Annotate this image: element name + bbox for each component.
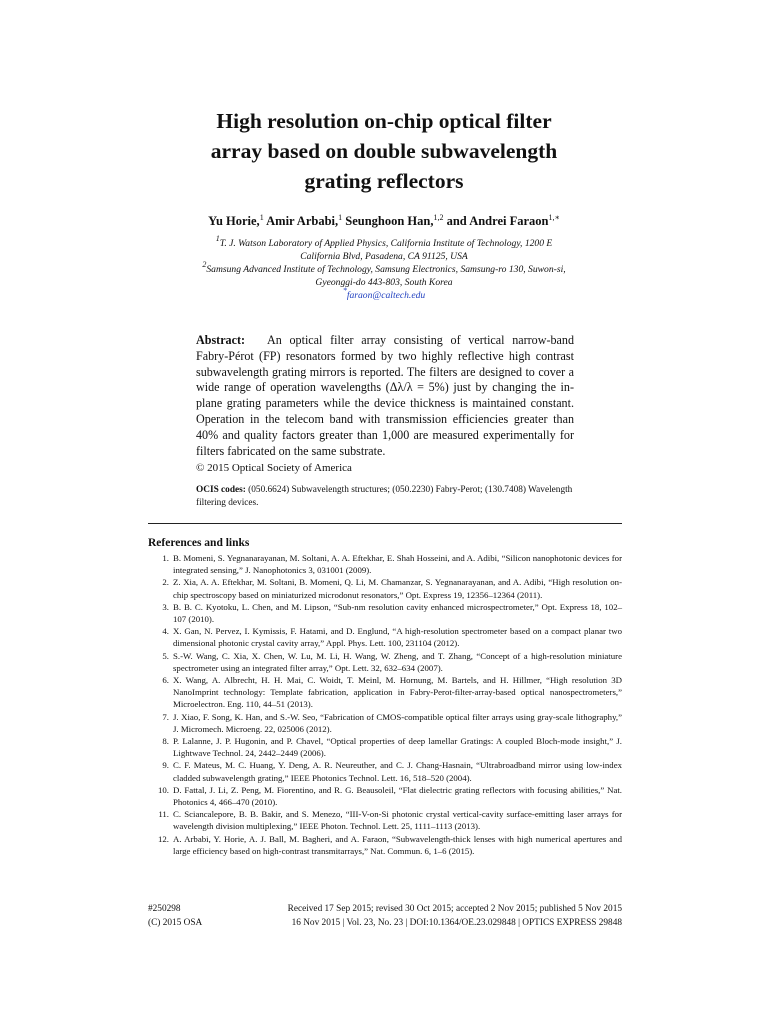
reference-number: 11. [158, 809, 169, 820]
paper-title [150, 106, 618, 196]
affiliation-line: Gyeonggi-do 443-803, South Korea [315, 277, 453, 288]
author-name: Seunghoon Han, [342, 214, 434, 228]
author-name: Amir Arbabi, [263, 214, 339, 228]
publication-dates: Received 17 Sep 2015; revised 30 Oct 2015; accepted 2 Nov 2015; published 5 Nov 2015 [287, 904, 622, 914]
affiliation-line: T. J. Watson Laboratory of Applied Physics, California Institute of Technology, 1200 E [219, 238, 553, 249]
ocis-label: OCIS codes: [196, 485, 246, 495]
author-name: Yu Horie, [208, 214, 260, 228]
reference-text: C. F. Mateus, M. C. Huang, Y. Deng, A. R. Neureuther, and C. J. Chang-Hasnain, “Ultrabroadband mirror using low-index cladded subwavelength grating,” IEEE Photonics Technol. Lett. 16, 518–520 (2004). [173, 760, 622, 783]
footer-right [250, 902, 622, 930]
author-affil-mark: 1 [338, 213, 343, 222]
affil-mark: 1 [215, 234, 220, 243]
copyright-notice: © 2015 Optical Society of America [196, 462, 352, 474]
affiliation-line: Samsung Advanced Institute of Technology, Samsung Electronics, Samsung-ro 130, Suwon-si, [206, 264, 566, 275]
reference-number: 3. [162, 601, 169, 612]
reference-item [148, 601, 622, 625]
affiliation-line: California Blvd, Pasadena, CA 91125, USA [300, 251, 468, 262]
author-name: and Andrei Faraon [443, 214, 549, 228]
reference-item [148, 784, 622, 808]
reference-number: 12. [158, 833, 169, 844]
reference-item [148, 759, 622, 783]
abstract-label: Abstract: [196, 333, 246, 347]
reference-item [148, 650, 622, 674]
reference-text: X. Gan, N. Pervez, I. Kymissis, F. Hatami, and D. Englund, “A high-resolution spectrometer based on a compact planar two dimensional photonic crystal cavity array,” Appl. Phys. Lett. 100, 231104 (2012). [173, 626, 622, 649]
reference-text: X. Wang, A. Albrecht, H. H. Mai, C. Woidt, T. Meinl, M. Hornung, M. Bartels, and H. Hillmer, “High resolution 3D NanoImprint technology: Template fabrication, application in Fabry-Perot-filter-array-based optical nanospectrometers,” Microelectron. Eng. 110, 44–51 (2013). [173, 675, 622, 710]
reference-text: S.-W. Wang, C. Xia, X. Chen, W. Lu, M. Li, H. Wang, W. Zheng, and T. Zhang, “Concept of a high-resolution miniature spectrometer using an integrated filter array,” Opt. Lett. 32, 632–634 (2007). [173, 650, 622, 673]
email-mark: * [342, 286, 347, 295]
journal-citation: 16 Nov 2015 | Vol. 23, No. 23 | DOI:10.1364/OE.23.029848 | OPTICS EXPRESS 29848 [291, 918, 622, 928]
reference-text: D. Fattal, J. Li, Z. Peng, M. Fiorentino, and R. G. Beausoleil, “Flat dielectric grating reflectors with focusing abilities,” Nat. Photonics 4, 466–470 (2010). [173, 784, 622, 808]
reference-number: 2. [162, 577, 169, 588]
osa-copyright: (C) 2015 OSA [148, 918, 203, 928]
reference-number: 7. [162, 711, 169, 722]
reference-number: 9. [162, 760, 169, 771]
footer-left [148, 902, 202, 930]
reference-text: A. Arbabi, Y. Horie, A. J. Ball, M. Bagheri, and A. Faraon, “Subwavelength-thick lenses with high numerical apertures and large efficiency based on high-contrast transmitarrays,” Nat. Commun. 6, 1–6 (2015). [173, 833, 622, 856]
reference-text: B. B. C. Kyotoku, L. Chen, and M. Lipson, “Sub-nm resolution cavity enhanced microspectrometer,” Opt. Express 18, 102–107 (2010). [173, 601, 622, 625]
reference-item [148, 833, 622, 857]
author-affil-mark: 1 [259, 213, 264, 222]
reference-number: 10. [158, 784, 169, 795]
affiliations [150, 234, 618, 302]
reference-text: J. Xiao, F. Song, K. Han, and S.-W. Seo, “Fabrication of CMOS-compatible optical filter arrays using gray-scale lithography,” J. Micromech. Microeng. 22, 025006 (2012). [173, 711, 622, 734]
reference-list [148, 552, 622, 857]
reference-text: C. Sciancalepore, B. B. Bakir, and S. Menezo, “III-V-on-Si photonic crystal vertical-cavity surface-emitting laser arrays for wavelength division multiplexing,” IEEE Photon. Technol. Lett. 25, 1111–1113 (2013). [173, 809, 622, 832]
reference-number: 8. [162, 736, 169, 747]
reference-item [148, 552, 622, 576]
reference-text: Z. Xia, A. A. Eftekhar, M. Soltani, B. Momeni, Q. Li, M. Chamanzar, S. Yegnanarayanan, and A. Adibi, “High resolution on-chip spectroscopy based on miniaturized microdonut resonators,” Opt. Express 19, 12356–12364 (2011). [173, 577, 622, 600]
references-heading: References and links [148, 537, 250, 549]
affil-mark: 2 [202, 260, 207, 269]
author-affil-mark: 1,2 [433, 213, 444, 222]
section-divider [148, 523, 622, 524]
reference-text: B. Momeni, S. Yegnanarayanan, M. Soltani, A. A. Eftekhar, E. Shah Hosseini, and A. Adibi, “Silicon nanophotonic devices for integrated sensing,” J. Nanophotonics 3, 031001 (2009). [173, 553, 622, 576]
title-line: array based on double subwavelength [210, 139, 558, 163]
ocis-codes [196, 484, 574, 510]
title-line: High resolution on-chip optical filter [216, 109, 552, 133]
manuscript-id: #250298 [148, 904, 181, 914]
abstract-text: An optical filter array consisting of vertical narrow-band Fabry-Pérot (FP) resonators formed by two highly reflective high contrast subwavelength grating mirrors is reported. The filters are designed to cover a wide range of operation wavelengths (Δλ/λ = 5%) just by changing the in-plane grating parameters while the device thickness is maintained constant. Operation in the telecom band with transmission efficiencies greater than 40% and quality factors greater than 1,000 are measured experimentally for filters fabricated on the same substrate. [196, 333, 574, 458]
reference-text: P. Lalanne, J. P. Hugonin, and P. Chavel, “Optical properties of deep lamellar Gratings: A coupled Bloch-mode insight,” J. Lightwave Technol. 24, 2442–2449 (2006). [173, 736, 622, 759]
author-affil-mark: 1,∗ [548, 213, 560, 222]
author-email-link[interactable]: faraon@caltech.edu [346, 290, 426, 301]
reference-item [148, 625, 622, 649]
reference-number: 1. [162, 553, 169, 563]
abstract [196, 333, 574, 459]
title-line: grating reflectors [304, 169, 464, 193]
reference-number: 4. [162, 626, 169, 637]
reference-item [148, 808, 622, 832]
author-list [150, 214, 618, 229]
reference-item [148, 674, 622, 711]
reference-item [148, 711, 622, 735]
reference-number: 5. [162, 650, 169, 661]
ocis-text: (050.6624) Subwavelength structures; (050.2230) Fabry-Perot; (130.7408) Wavelength filtering devices. [196, 485, 573, 508]
reference-number: 6. [162, 675, 169, 686]
reference-item [148, 576, 622, 600]
reference-item [148, 735, 622, 759]
